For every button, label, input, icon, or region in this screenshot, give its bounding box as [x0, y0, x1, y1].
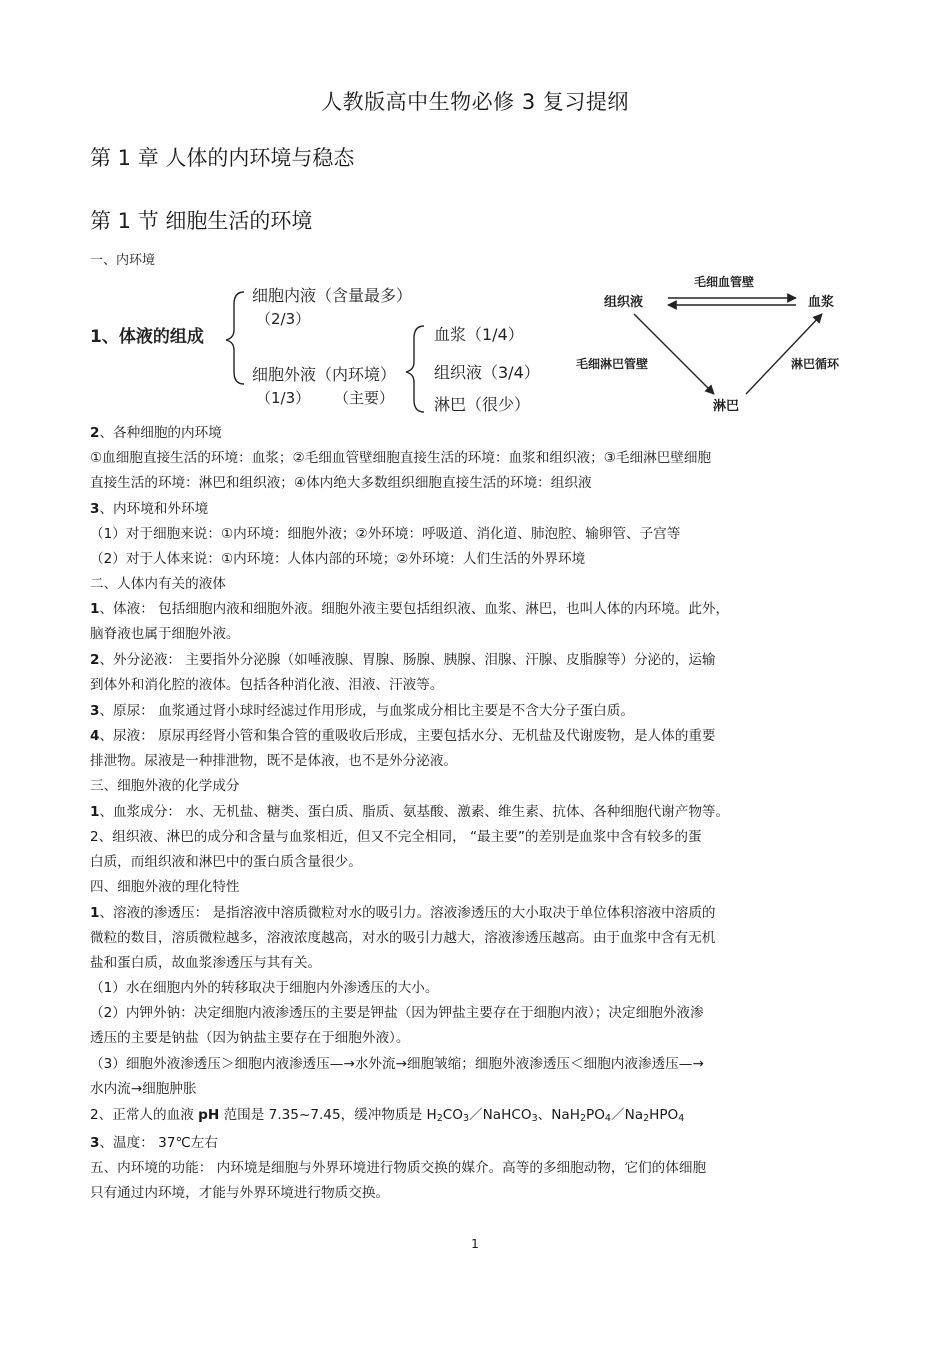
fig-brace-main: [226, 292, 244, 384]
fig-intracellular-ratio: （2/3）: [256, 310, 311, 328]
fig-edge-top: 毛细血管壁: [694, 275, 755, 289]
para-line: 2、组织液、淋巴的成分和含量与血浆相近，但又不完全相同， “最主要”的差别是血浆中含有较多的蛋: [90, 829, 702, 845]
para-plasma-composition: 1、血浆成分： 水、无机盐、糖类、蛋白质、脂质、氨基酸、激素、维生素、抗体、各种细胞代谢产物等。: [90, 804, 730, 820]
para-line: 只有通过内环境，才能与外界环境进行物质交换。: [90, 1185, 390, 1201]
page-number: 1: [471, 1237, 479, 1251]
fig-node-plasma: 血浆: [808, 295, 835, 310]
fig-node-lymph: 淋巴: [713, 399, 740, 414]
para-internal-external-heading: 3、内环境和外环境: [90, 501, 209, 517]
para-blood-ph: 2、正常人的血液 pH 范围是 7.35~7.45，缓冲物质是 $H_2CO_3/NaHCO_3$、$NaH_2PO_4/Na_2HPO_4$: [90, 1107, 685, 1124]
fluid-exchange-figure: [576, 272, 861, 417]
fig-edge-left: 毛细淋巴管壁: [576, 357, 649, 371]
para-body-fluid: 1、体液： 包括细胞内液和细胞外液。细胞外液主要包括组织液、血浆、淋巴，也叫人体的内环境。此外，: [90, 601, 730, 617]
chapter-heading: 第 1 章 人体的内环境与稳态: [90, 146, 355, 170]
para-osmotic-pressure: 1、溶液的渗透压： 是指溶液中溶质微粒对水的吸引力。溶液渗透压的大小取决于单位体积溶液中溶质的: [90, 905, 716, 921]
section-two-heading: 二、人体内有关的液体: [90, 576, 226, 592]
section-heading: 第 1 节 细胞生活的环境: [90, 209, 313, 233]
fig-root-label: 1、体液的组成: [90, 327, 204, 347]
para-line: （1）水在细胞内外的转移取决于细胞内外渗透压的大小。: [90, 980, 439, 996]
para-line: 直接生活的环境：淋巴和组织液；④体内绝大多数组织细胞直接生活的环境：组织液: [90, 475, 592, 491]
fig-tissue-fluid: 组织液（3/4）: [434, 363, 540, 382]
fig-node-tissue: 组织液: [604, 295, 644, 310]
para-line: （2）内钾外钠：决定细胞内液渗透压的主要是钾盐（因为钾盐主要存在于细胞内液）；决定细胞外液渗: [90, 1005, 704, 1021]
para-primary-urine: 3、原尿： 血浆通过肾小球时经滤过作用形成，与血浆成分相比主要是不含大分子蛋白质。: [90, 703, 634, 719]
para-line: 白质，而组织液和淋巴中的蛋白质含量很少。: [90, 854, 362, 870]
para-line: 水内流→细胞肿胀: [90, 1081, 197, 1097]
para-urine: 4、尿液： 原尿再经肾小管和集合管的重吸收后形成，主要包括水分、无机盐及代谢废物，是人体的重要: [90, 728, 716, 744]
para-line: 到体外和消化腔的液体。包括各种消化液、泪液、汗液等。: [90, 677, 444, 693]
fig-extracellular: 细胞外液（内环境）: [252, 365, 397, 384]
para-function: 五、内环境的功能： 内环境是细胞与外界环境进行物质交换的媒介。高等的多细胞动物，它们的体细胞: [90, 1160, 707, 1176]
fig-plasma: 血浆（1/4）: [434, 325, 524, 344]
section-three-heading: 三、细胞外液的化学成分: [90, 778, 240, 794]
fig-extracellular-note: （主要）: [334, 389, 395, 407]
para-line: （3）细胞外液渗透压＞细胞内液渗透压—→水外流→细胞皱缩；细胞外液渗透压＜细胞内液渗透压—→: [90, 1056, 704, 1072]
document-title: 人教版高中生物必修 3 复习提纲: [321, 90, 629, 114]
para-exocrine: 2、外分泌液： 主要指外分泌腺（如唾液腺、胃腺、肠腺、胰腺、泪腺、汗腺、皮脂腺等）分泌的，运输: [90, 652, 716, 668]
para-line: 透压的主要是钠盐（因为钠盐主要存在于细胞外液）。: [90, 1030, 410, 1046]
para-line: （1）对于细胞来说：①内环境：细胞外液；②外环境：呼吸道、消化道、肺泡腔、输卵管、子宫等: [90, 526, 681, 542]
para-line: 排泄物。尿液是一种排泄物，既不是体液，也不是外分泌液。: [90, 753, 458, 769]
fig-brace-sub: [406, 326, 424, 412]
para-line: 微粒的数目，溶质微粒越多，溶液浓度越高，对水的吸引力越大，溶液渗透压越高。由于血浆中含有无机: [90, 930, 716, 946]
para-cell-environments-heading: 2、各种细胞的内环境: [90, 425, 222, 441]
fig-extracellular-ratio: （1/3）: [256, 389, 311, 407]
para-line: ①血细胞直接生活的环境：血浆；②毛细血管壁细胞直接生活的环境：血浆和组织液；③毛细淋巴壁细胞: [90, 450, 712, 466]
section-four-heading: 四、细胞外液的理化特性: [90, 879, 240, 895]
body-fluid-composition-figure: [88, 280, 558, 420]
body-content: [90, 421, 795, 1206]
fig-intracellular: 细胞内液（含量最多）: [252, 286, 413, 305]
para-temperature: 3、温度： 37℃左右: [90, 1135, 218, 1151]
fig-arrow-tissue-to-lymph: [634, 314, 714, 394]
para-line: （2）对于人体来说：①内环境：人体内部的环境；②外环境：人们生活的外界环境: [90, 551, 586, 567]
fig-lymph: 淋巴（很少）: [434, 395, 531, 414]
subsection-heading: 一、内环境: [90, 253, 156, 268]
para-line: 盐和蛋白质，故血浆渗透压与其有关。: [90, 955, 322, 971]
para-line: 脑脊液也属于细胞外液。: [90, 626, 240, 642]
fig-arrow-lymph-to-plasma: [746, 314, 822, 394]
fig-edge-right: 淋巴循环: [791, 357, 840, 371]
